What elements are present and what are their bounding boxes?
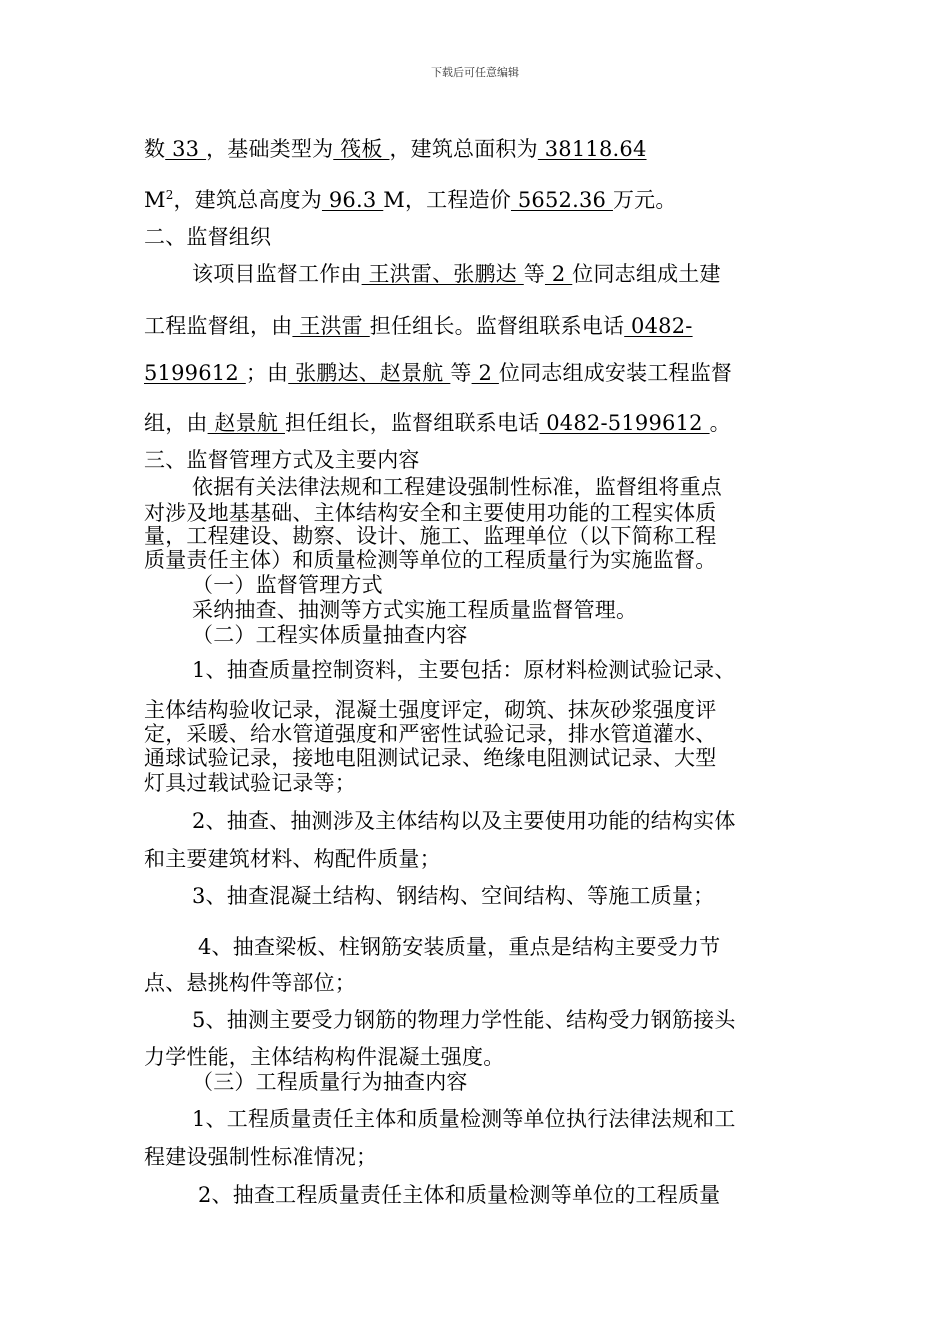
text: M，工程造价 [383, 188, 511, 212]
subsection-heading: （三）工程质量行为抽查内容 [192, 1070, 468, 1094]
text: 数 [144, 137, 166, 161]
paragraph-line: 主体结构验收记录，混凝土强度评定，砌筑、抹灰砂浆强度评 [144, 698, 717, 722]
phone-field: 5199612 [144, 361, 246, 385]
install-count-field: 2 [471, 361, 499, 385]
text: 万元。 [612, 188, 677, 212]
paragraph-line: 定，采暖、给水管道强度和严密性试验记录，排水管道灌水、 [144, 722, 717, 746]
project-cost-field: 5652.36 [510, 188, 613, 212]
civil-count-field: 2 [544, 262, 573, 286]
building-height-field: 96.3 [321, 188, 384, 212]
paragraph-line: 灯具过载试验记录等； [144, 771, 356, 795]
text: 等 [523, 262, 545, 286]
project-info-line [144, 136, 647, 162]
paragraph-line: 采纳抽查、抽测等方式实施工程质量监督管理。 [192, 598, 638, 622]
civil-leader-field: 王洪雷 [292, 314, 370, 338]
subsection-heading: （一）监督管理方式 [192, 573, 383, 597]
text: 位同志组成安装工程监督 [498, 361, 733, 385]
text: ；由 [245, 361, 289, 385]
text: 等 [450, 361, 472, 385]
text: ，建筑总面积为 [389, 137, 538, 161]
list-item: 4、抽查梁板、柱钢筋安装质量，重点是结构主要受力节 [198, 935, 721, 959]
civil-supervisors-field: 王洪雷、张鹏达 [361, 262, 524, 286]
paragraph-line: 质量责任主体）和质量检测等单位的工程质量行为实施监督。 [144, 548, 717, 572]
project-info-line [144, 187, 677, 213]
text: 担任组长，监督组联系电话 [284, 411, 540, 435]
list-item: 5、抽测主要受力钢筋的物理力学性能、结构受力钢筋接头 [192, 1008, 736, 1032]
paragraph-line [144, 410, 731, 436]
list-item: 2、抽查工程质量责任主体和质量检测等单位的工程质量 [198, 1183, 721, 1207]
text: 。 [709, 411, 731, 435]
paragraph-line: 力学性能，主体结构构件混凝土强度。 [144, 1045, 505, 1069]
paragraph-line: 量，工程建设、勘察、设计、施工、监理单位（以下简称工程 [144, 524, 717, 548]
list-item: 2、抽查、抽测涉及主体结构以及主要使用功能的结构实体 [192, 809, 736, 833]
phone-field: 0482-5199612 [539, 411, 710, 435]
text: 位同志组成土建 [572, 262, 721, 286]
subsection-heading: （二）工程实体质量抽查内容 [192, 623, 468, 647]
phone-field: 0482- [624, 314, 693, 338]
paragraph-line: 对涉及地基基础、主体结构安全和主要使用功能的工程实体质 [144, 501, 717, 525]
section-heading: 三、监督管理方式及主要内容 [144, 448, 420, 472]
section-heading: 二、监督组织 [144, 225, 272, 249]
paragraph-line: 依据有关法律法规和工程建设强制性标准，监督组将重点 [192, 475, 722, 499]
paragraph-line [144, 360, 732, 386]
text: ，基础类型为 [206, 137, 334, 161]
list-item: 1、抽查质量控制资料，主要包括：原材料检测试验记录、 [192, 658, 736, 682]
text: 该项目监督工作由 [192, 262, 362, 286]
text: ，建筑总高度为 [173, 188, 322, 212]
list-item: 3、抽查混凝土结构、钢结构、空间结构、等施工质量； [192, 884, 715, 908]
total-area-field: 38118.64 [537, 137, 647, 161]
paragraph-line [144, 313, 693, 339]
list-item: 1、工程质量责任主体和质量检测等单位执行法律法规和工 [192, 1107, 736, 1131]
install-supervisors-field: 张鹏达、赵景航 [288, 361, 451, 385]
text: 工程监督组，由 [144, 314, 293, 338]
install-leader-field: 赵景航 [207, 411, 285, 435]
floor-count-field: 33 [165, 137, 207, 161]
paragraph-line: 通球试验记录，接地电阻测试记录、绝缘电阻测试记录、大型 [144, 746, 717, 770]
paragraph-line [192, 261, 721, 287]
paragraph-line: 和主要建筑材料、构配件质量； [144, 847, 441, 871]
text: 担任组长。监督组联系电话 [369, 314, 625, 338]
foundation-type-field: 筏板 [333, 137, 390, 161]
text: 组，由 [144, 411, 208, 435]
page-header-note: 下载后可任意编辑 [431, 66, 519, 79]
text: M [144, 188, 166, 212]
superscript: 2 [165, 188, 174, 202]
paragraph-line: 点、悬挑构件等部位； [144, 971, 356, 995]
paragraph-line: 程建设强制性标准情况； [144, 1145, 378, 1169]
